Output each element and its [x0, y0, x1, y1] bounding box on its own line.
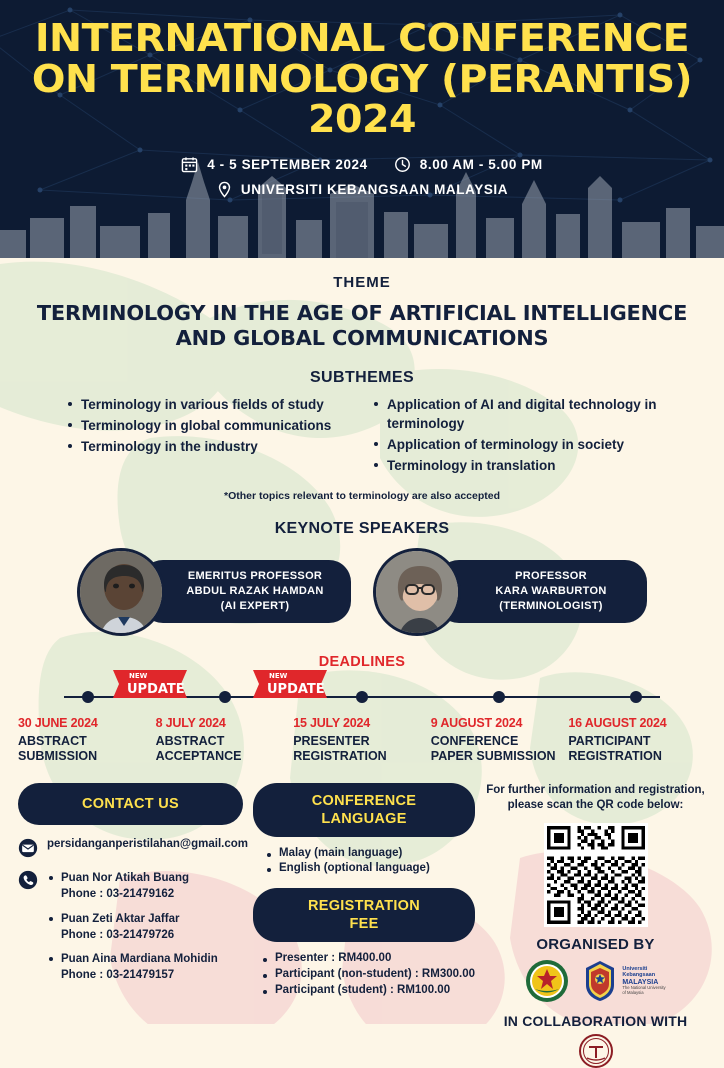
- list-item: Terminology in translation: [371, 456, 659, 475]
- deadline-date: 16 AUGUST 2024: [568, 715, 667, 730]
- deadline-date: 8 JULY 2024: [155, 715, 226, 730]
- subthemes-label: SUBTHEMES: [309, 369, 415, 386]
- contact-email: persidanganperistilahan@gmail.com: [47, 838, 249, 850]
- list-item: Terminology in the industry: [65, 437, 353, 456]
- svg-text:UPDATE: UPDATE: [127, 681, 185, 697]
- ukm-wordmark: [622, 967, 665, 995]
- location-pin-icon: [216, 181, 233, 198]
- timeline-dot: [219, 691, 231, 703]
- subthemes-note: *Other topics relevant to terminology are also accepted: [224, 489, 500, 502]
- deadline-item: [431, 716, 569, 765]
- contact-email-row[interactable]: [18, 837, 249, 858]
- timeline-dot: [82, 691, 94, 703]
- keynote-label: KEYNOTE SPEAKERS: [274, 519, 450, 537]
- language-title-line1: CONFERENCE: [311, 792, 417, 809]
- qr-code[interactable]: [544, 823, 648, 927]
- contact-person-name: Puan Nor Atikah Buang: [61, 872, 189, 884]
- speaker-info: [437, 560, 647, 624]
- timeline-dot: [356, 691, 368, 703]
- timeline-dot: [493, 691, 505, 703]
- ukm-logo: [583, 959, 617, 1003]
- contact-person-name: Puan Aina Mardiana Mohidin: [61, 953, 218, 966]
- ukm-line-5: of Malaysia: [622, 989, 644, 995]
- speaker-role: PROFESSOR: [515, 569, 587, 582]
- collaboration-title: IN COLLABORATION WITH: [503, 1013, 688, 1030]
- contact-person-phone: Phone : 03-21479726: [61, 928, 175, 941]
- ukm-line-1: Universiti: [622, 966, 648, 973]
- fee-title-line2: FEE: [349, 916, 379, 933]
- event-time-text: 8.00 AM - 5.00 PM: [419, 156, 543, 172]
- svg-text:NEW: NEW: [269, 671, 288, 680]
- new-update-badge: [249, 666, 331, 702]
- update-ribbon-icon: [109, 666, 191, 702]
- timeline-dot: [630, 691, 642, 703]
- qr-code-icon: [547, 826, 645, 924]
- event-time: [394, 156, 543, 173]
- deadlines-label: DEADLINES: [318, 653, 406, 670]
- contact-title: CONTACT US: [18, 783, 243, 825]
- deadline-item: [156, 716, 294, 765]
- deadline-date: 15 JULY 2024: [293, 715, 371, 730]
- dbp-logo: [525, 959, 569, 1003]
- deadline-name: PARTICIPANT REGISTRATION: [568, 733, 662, 764]
- fee-list: [253, 952, 475, 996]
- contact-section: [18, 783, 249, 1068]
- speaker-name: ABDUL RAZAK HAMDAN: [186, 585, 324, 598]
- fee-title-line1: REGISTRATION: [307, 898, 421, 915]
- deadline-date: 30 JUNE 2024: [18, 715, 98, 730]
- contact-person-name: Puan Zeti Aktar Jaffar: [61, 912, 180, 925]
- language-title-line2: LANGUAGE: [321, 811, 407, 827]
- language-fee-section: [253, 783, 475, 1068]
- list-item: English (optional language): [267, 862, 475, 874]
- list-item: Application of terminology in society: [371, 435, 659, 454]
- speaker-photo-1: [80, 551, 165, 636]
- deadline-item: [18, 716, 156, 765]
- list-item: [47, 912, 218, 944]
- list-item: Participant (non-student) : RM300.00: [263, 968, 475, 980]
- deadline-name: CONFERENCE PAPER SUBMISSION: [430, 733, 556, 764]
- event-date-text: 4 - 5 SEPTEMBER 2024: [207, 156, 368, 172]
- deadline-timeline: [18, 671, 706, 714]
- contact-details: [18, 837, 249, 993]
- organised-by-title: ORGANISED BY: [536, 936, 655, 954]
- theme-label: THEME: [333, 274, 391, 291]
- avatar: [373, 548, 461, 636]
- speaker-card: [77, 548, 351, 636]
- new-update-badge: [109, 666, 191, 702]
- list-item: [47, 952, 218, 984]
- phone-contacts: [47, 871, 218, 993]
- ukm-line-4: The National University: [622, 985, 666, 991]
- deadline-date: 9 AUGUST 2024: [430, 715, 523, 730]
- list-item: Terminology in global communications: [65, 416, 353, 435]
- event-venue: [24, 181, 700, 198]
- poster-body: [0, 274, 724, 1068]
- subthemes-left-column: [65, 395, 353, 478]
- language-list: [253, 847, 475, 874]
- deadline-item: [293, 716, 431, 765]
- contact-phone-block: [18, 869, 243, 993]
- ukm-line-2: Kebangsaan: [622, 972, 656, 979]
- list-item: Terminology in various fields of study: [65, 395, 353, 414]
- qr-organiser-section: [485, 783, 706, 1068]
- speaker-expertise: (TERMINOLOGIST): [499, 600, 603, 613]
- subthemes-right-column: [371, 395, 659, 478]
- poster-header: [0, 0, 724, 258]
- svg-text:NEW: NEW: [129, 671, 148, 680]
- list-item: Presenter : RM400.00: [263, 952, 475, 964]
- envelope-icon: [18, 838, 38, 858]
- list-item: Participant (student) : RM100.00: [263, 984, 475, 996]
- phone-icon: [18, 870, 38, 890]
- deadline-items: [18, 716, 706, 765]
- organiser-logos: [485, 959, 706, 1003]
- page-title: INTERNATIONAL CONFERENCE ON TERMINOLOGY (PERANTIS) 2024: [31, 16, 693, 142]
- theme-text: TERMINOLOGY IN THE AGE OF ARTIFICIAL INTELLIGENCE AND GLOBAL COMMUNICATIONS: [36, 301, 688, 350]
- speaker-name: KARA WARBURTON: [495, 585, 607, 598]
- event-venue-text: UNIVERSITI KEBANGSAAN MALAYSIA: [240, 181, 509, 197]
- ukm-logo-group: [583, 959, 665, 1003]
- speaker-info: [141, 560, 351, 624]
- deadline-name: ABSTRACT ACCEPTANCE: [155, 733, 242, 764]
- registration-fee-title: [253, 888, 475, 942]
- deadline-name: ABSTRACT SUBMISSION: [18, 733, 98, 764]
- speaker-role: EMERITUS PROFESSOR: [187, 569, 323, 582]
- deadline-name: PRESENTER REGISTRATION: [293, 733, 387, 764]
- contact-person-phone: Phone : 03-21479162: [61, 887, 175, 900]
- event-date: [181, 156, 368, 173]
- contact-person-phone: Phone : 03-21479157: [61, 969, 175, 982]
- calendar-icon: [181, 156, 198, 173]
- ukm-line-3: MALAYSIA: [622, 978, 659, 986]
- poster-footer: [18, 783, 706, 1068]
- clock-icon: [394, 156, 411, 173]
- subthemes-columns: [18, 395, 706, 478]
- speaker-expertise: (AI EXPERT): [220, 600, 290, 613]
- event-meta-row: [24, 156, 700, 173]
- avatar: [77, 548, 165, 636]
- keynote-speakers: [18, 548, 706, 636]
- list-item: Malay (main language): [267, 847, 475, 859]
- svg-text:UPDATE: UPDATE: [267, 681, 325, 697]
- qr-instruction: For further information and registration, please scan the QR code below:: [486, 783, 705, 812]
- deadline-item: [568, 716, 706, 765]
- speaker-photo-2: [376, 551, 461, 636]
- speaker-card: [373, 548, 647, 636]
- update-ribbon-icon: [249, 666, 331, 702]
- list-item: [47, 871, 218, 903]
- collaboration-logos: [485, 1034, 706, 1068]
- list-item: Application of AI and digital technology in terminology: [371, 395, 659, 433]
- partner-logo: [579, 1034, 613, 1068]
- conference-language-title: [253, 783, 475, 837]
